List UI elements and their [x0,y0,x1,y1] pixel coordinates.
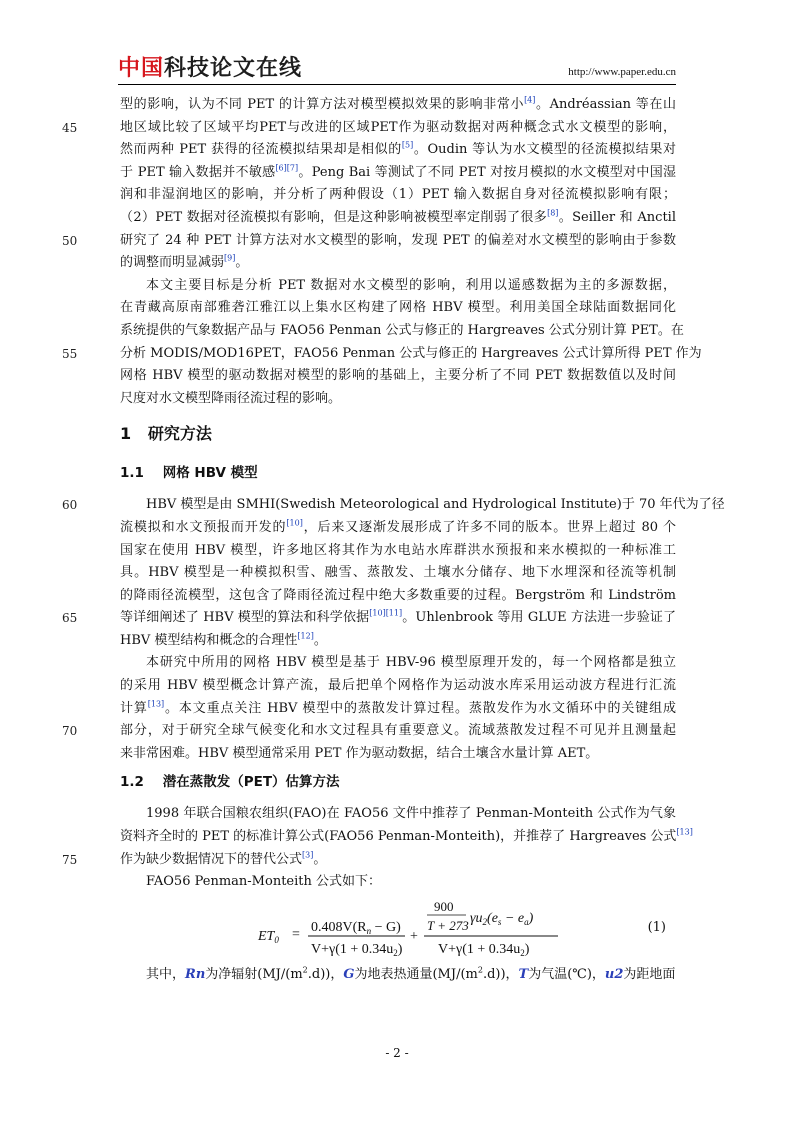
line-number: 55 [62,346,78,361]
text-line [120,630,676,653]
text: 的调整而明显减弱 [120,255,225,271]
text: 。Peng Bai 等测试了不同 PET 对按月模拟的水文模型对中国湿 [298,164,676,180]
citation[interactable]: [10] [286,518,303,528]
text: ，后来又逐渐发展形成了许多不同的版本。世界上超过 80 个 [302,519,676,535]
text: 分析 MODIS/MOD16PET，FAO56 Penman 公式与修正的 Hargreaves 公式计算所得 PET 作为 [120,345,702,361]
text: 来非常困难。HBV 模型通常采用 PET 作为驱动数据，结合土壤含水量计算 AET。 [120,745,599,761]
text: 研究了 24 种 PET 计算方法对水文模型的影响，发现 PET 的偏差对水文模型的影响由于参数 [120,232,676,248]
text: 网格 HBV 模型的驱动数据对模型的影响的基础上，主要分析了不同 PET 数据数值以及时间 [120,368,676,384]
subsection-title: 网格 HBV 模型 [162,465,258,482]
text: 。Andréassian 等在山 [535,97,676,112]
var-g: G [343,966,355,982]
text-line [120,675,676,698]
text: 。 [313,851,327,867]
text: 的降雨径流模型，这包含了降雨径流过程中绝大多数重要的过程。Bergström 和 Lindström [120,587,676,603]
page-number: - 2 - [385,1046,409,1060]
text-line [120,540,676,563]
line-number: 50 [62,233,78,248]
text: 具。HBV 模型是一种模拟积雪、融雪、蒸散发、土壤水分储存、地下水埋深和径流等机制 [120,565,676,581]
text: 国家在使用 HBV 模型，许多地区将其作为水电站水库群洪水预报和来水模拟的一种标准工 [120,542,676,558]
line-number: 45 [62,120,78,135]
citation[interactable]: [3] [302,850,314,860]
eq-num2-tail: $\gamma u_2(e_s - e_a)$ [470,910,534,927]
equation-number: (1) [647,919,666,935]
subsection-number: 1.1 [120,465,144,482]
text: 计算 [120,700,148,716]
eq-plus: + [410,928,418,944]
text-line [120,964,676,987]
var-t: T [518,966,529,982]
text-line [62,720,676,743]
citation[interactable]: [6] [275,163,287,173]
page-header [118,56,676,82]
subsection-number: 1.2 [120,774,144,791]
eq-num1: $0.408V(R_n - G)$ [311,919,401,936]
text: 地区域比较了区域平均PET与改进的区域PET作为驱动数据对两种概念式水文模型的影响， [120,119,676,135]
citation[interactable]: [13] [147,699,165,709]
text: 。 [235,255,249,271]
text-line [120,652,676,675]
logo-dark-text: 科技论文在线 [164,56,303,81]
citation[interactable]: [9] [224,253,236,263]
text: .d))， [307,966,344,982]
text: 本文主要目标是分析 PET 数据对水文模型的影响，利用以遥感数据为主的多源数据， [146,277,676,293]
header-rule [118,84,676,85]
text-line [120,275,676,298]
text: 其中， [146,966,186,982]
text-line [62,494,725,517]
eq-den2: $V+\gamma(1 + 0.34u_2)$ [438,941,530,958]
text: 然而两种 PET 获得的径流模拟结果却是相似的 [120,142,402,158]
citation[interactable]: [4] [524,95,536,105]
section-heading [120,416,676,452]
text: FAO56 Penman-Monteith 公式如下： [146,874,381,890]
text-line [120,94,676,117]
subsection-heading [120,460,676,486]
header-url[interactable]: http://www.paper.edu.cn [568,66,676,78]
text-line [62,117,676,140]
text: 等详细阐述了 HBV 模型的算法和科学依据 [120,610,370,626]
text: 的采用 HBV 模型概念计算产流，最后把单个网格作为运动波水库采用运动波方程进行汇流 [120,678,676,694]
section-number: 1 [120,424,132,444]
text: 资料齐全时的 PET 的标准计算公式(FAO56 Penman-Monteith)，并推荐了 Hargreaves 公式 [120,829,677,845]
text: 。Oudin 等认为水文模型的径流模拟结果对 [413,142,676,158]
subsection-title: 潜在蒸散发（PET）估算方法 [162,774,340,791]
text: 。Seiller 和 Anctil [558,209,677,225]
text-line [62,849,676,872]
text-line [120,585,676,608]
text: HBV 模型是由 SMHI(Swedish Meteorological and Hydrological Institute)于 70 年代为了径 [146,497,725,513]
var-rn: Rn [185,966,206,982]
citation[interactable]: [8] [547,208,559,218]
text-line [120,320,684,343]
citation[interactable]: [10] [369,608,386,618]
text: 为地表热通量(MJ/(m [354,966,478,982]
text: 。本文重点关注 HBV 模型中的蒸散发计算过程。蒸散发作为水文循环中的关键组成 [164,700,676,716]
text: （2）PET 数据对径流模拟有影响，但是这种影响被模型率定削弱了很多 [120,209,548,225]
equation-1 [120,898,676,960]
text-line [120,184,676,207]
text-line [120,698,676,721]
logo-red-text: 中国 [118,56,165,81]
eq-num2-bottom: T + 273 [427,917,469,933]
var-u2: u2 [604,966,624,982]
text-line [120,871,676,894]
citation[interactable]: [12] [297,631,314,641]
text-line [120,365,676,388]
text: 为距地面 [623,966,676,982]
text-line [120,252,676,275]
text-line [120,826,693,849]
text-line [120,388,676,411]
section-title: 研究方法 [147,424,212,444]
text: 1998 年联合国粮农组织(FAO)在 FAO56 文件中推荐了 Penman-Monteith 公式作为气象 [146,806,676,822]
eq-equals: = [292,926,300,942]
text: 作为缺少数据情况下的替代公式 [120,851,303,867]
eq-lhs: $ET_0$ [258,928,279,945]
citation[interactable]: [13] [676,827,693,837]
text-line [62,607,676,630]
superscript: 2 [477,965,483,975]
text-line [120,517,676,540]
text-line [62,230,676,253]
line-number: 60 [62,498,78,513]
citation[interactable]: [5] [401,140,414,150]
text: 系统提供的气象数据产品与 FAO56 Penman 公式与修正的 Hargreaves 公式分别计算 PET。在 [120,322,684,338]
text-line [62,343,702,366]
text: 。Uhlenbrook 等用 GLUE 方法进一步验证了 [402,610,676,626]
text-line [120,297,676,320]
text-line [120,562,676,585]
text: HBV 模型结构和概念的合理性 [120,632,298,648]
text-line [120,207,676,230]
citation[interactable]: [7] [286,163,299,173]
eq-den1: $V+\gamma(1 + 0.34u_2)$ [311,941,403,958]
text: 于 PET 输入数据并不敏感 [120,164,276,180]
text: 。 [313,632,327,648]
text: 润和非湿润地区的影响，并分析了两种假设（1）PET 输入数据自身对径流模拟影响有限； [120,187,676,203]
text: 为气温(℃)， [528,966,605,982]
superscript: 2 [302,965,308,975]
text-line [120,139,676,162]
text: 流模拟和水文预报而开发的 [120,519,287,535]
subsection-heading [120,769,676,795]
eq-num2-top: 900 [434,898,454,914]
line-number: 75 [62,852,78,867]
main-content [62,94,725,986]
text: 为净辐射(MJ/(m [205,966,303,982]
text: 本研究中所用的网格 HBV 模型是基于 HBV-96 模型原理开发的，每一个网格都是独立 [146,655,676,671]
line-number: 65 [62,611,78,626]
citation[interactable]: [11] [385,608,403,618]
text-line [120,162,676,185]
text: 尺度对水文模型降雨径流过程的影响。 [120,390,342,406]
text: 部分，对于研究全球气候变化和水文过程具有重要意义。流域蒸散发过程不可见并且测量起 [120,723,676,739]
text: 在青藏高原南部雅砻江雅江以上集水区构建了网格 HBV 模型。利用美国全球陆面数据同化 [120,300,676,316]
text: 型的影响，认为不同 PET 的计算方法对模型模拟效果的影响非常小 [120,97,525,112]
text: .d))， [482,966,519,982]
text-line [120,743,676,766]
journal-logo [118,56,302,82]
text-line [120,803,676,826]
line-number: 70 [62,724,78,739]
equation-svg [120,898,676,960]
